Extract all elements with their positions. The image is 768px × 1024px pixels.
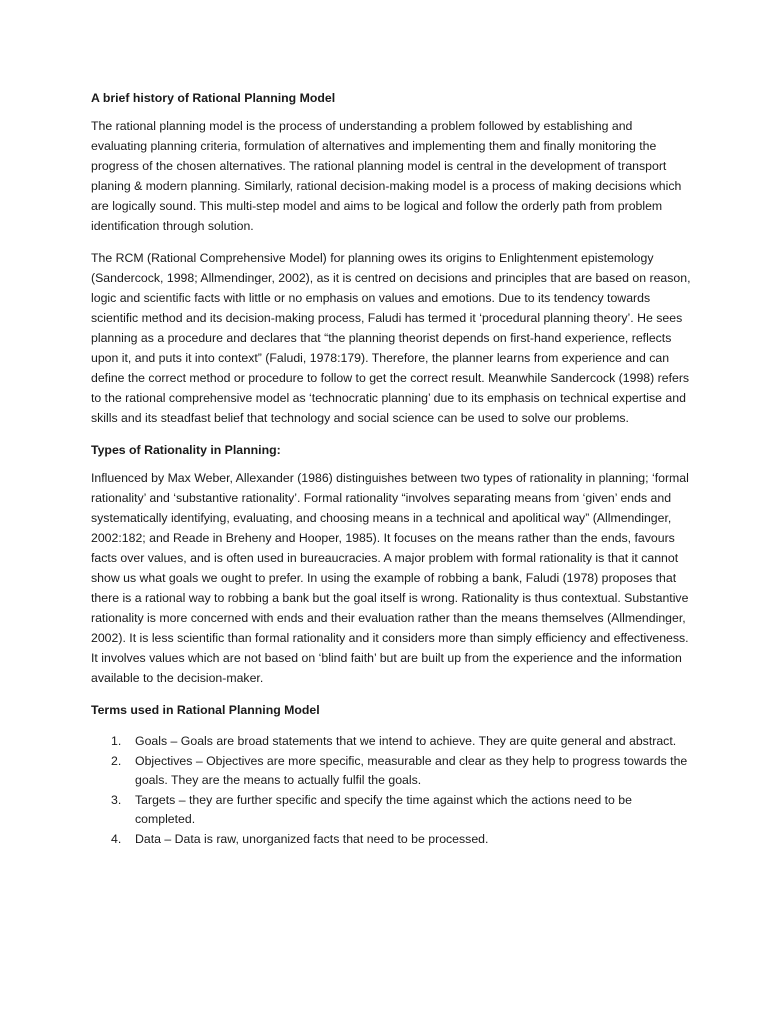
list-number: 2. (111, 753, 122, 768)
list-item-data (91, 830, 691, 850)
list-item-objectives (91, 752, 691, 791)
list-item-goals (91, 732, 691, 752)
paragraph-rcm: The RCM (Rational Comprehensive Model) for planning owes its origins to Enlightenment epistemology (Sandercock, 1998; Allmendinger, 2002), as it is centred on decisions and principles that are based on reason, logic and scientific facts with little or no emphasis on values and emotions. Due to its tendency towards scientific method and its decision-making process, Faludi has termed it ‘procedural planning theory’. He sees planning as a procedure and declares that “the planning theorist depends on first-hand experience, reflects upon it, and puts it into context” (Faludi, 1978:179). Therefore, the planner learns from experience and can define the correct method or procedure to follow to get the correct result. Meanwhile Sandercock (1998) refers to the rational comprehensive model as ‘technocratic planning’ due to its emphasis on technical expertise and skills and its steadfast belief that technology and social science can be used to solve our problems. (91, 251, 691, 425)
terms-list (91, 732, 691, 849)
paragraph-types-of-rationality: Influenced by Max Weber, Allexander (1986) distinguishes between two types of rationality in planning; ‘formal rationality’ and ‘substantive rationality’. Formal rationality “involves separating means from ‘given’ ends and systematically identifying, evaluating, and choosing means in a technical and apolitical way” (Allmendinger, 2002:182; and Reade in Breheny and Hooper, 1985). It focuses on the means rather than the ends, favours facts over values, and is often used in bureaucracies. A major problem with formal rationality is that it cannot show us what goals we ought to prefer. In using the example of robbing a bank, Faludi (1978) proposes that there is a rational way to robbing a bank but the goal itself is wrong. Rationality is thus contextual. Substantive rationality is more concerned with ends and their evaluation rather than the means themselves (Allmendinger, 2002). It is less scientific than formal rationality and it considers more than simply efficiency and effectiveness. It involves values which are not based on ‘blind faith’ but are built up from the experience and the information available to the decision-maker. (91, 471, 689, 685)
section-heading-types-of-rationality: Types of Rationality in Planning: (91, 443, 281, 457)
section-heading-history: A brief history of Rational Planning Model (91, 91, 336, 105)
list-item-targets (91, 791, 691, 830)
list-item-text: Objectives – Objectives are more specific, measurable and clear as they help to progress towards the goals. They are the means to actually fulfil the goals. (135, 753, 688, 787)
document-page (91, 88, 691, 849)
paragraph-rational-planning-model: The rational planning model is the process of understanding a problem followed by establishing and evaluating planning criteria, formulation of alternatives and implementing them and finally monitoring the progress of the chosen alternatives. The rational planning model is central in the development of transport planing & modern planning. Similarly, rational decision-making model is a process of making decisions which are logically sound. This multi-step model and aims to be logical and follow the orderly path from problem identification through solution. (91, 119, 682, 233)
list-item-text: Data – Data is raw, unorganized facts that need to be processed. (135, 831, 489, 846)
list-number: 1. (111, 734, 122, 748)
list-number: 4. (111, 831, 122, 846)
section-heading-terms: Terms used in Rational Planning Model (91, 703, 320, 717)
list-item-text: Targets – they are further specific and specify the time against which the actions need to be completed. (135, 792, 632, 826)
list-item-text: Goals – Goals are broad statements that we intend to achieve. They are quite general and abstract. (135, 734, 677, 748)
list-number: 3. (111, 792, 122, 807)
